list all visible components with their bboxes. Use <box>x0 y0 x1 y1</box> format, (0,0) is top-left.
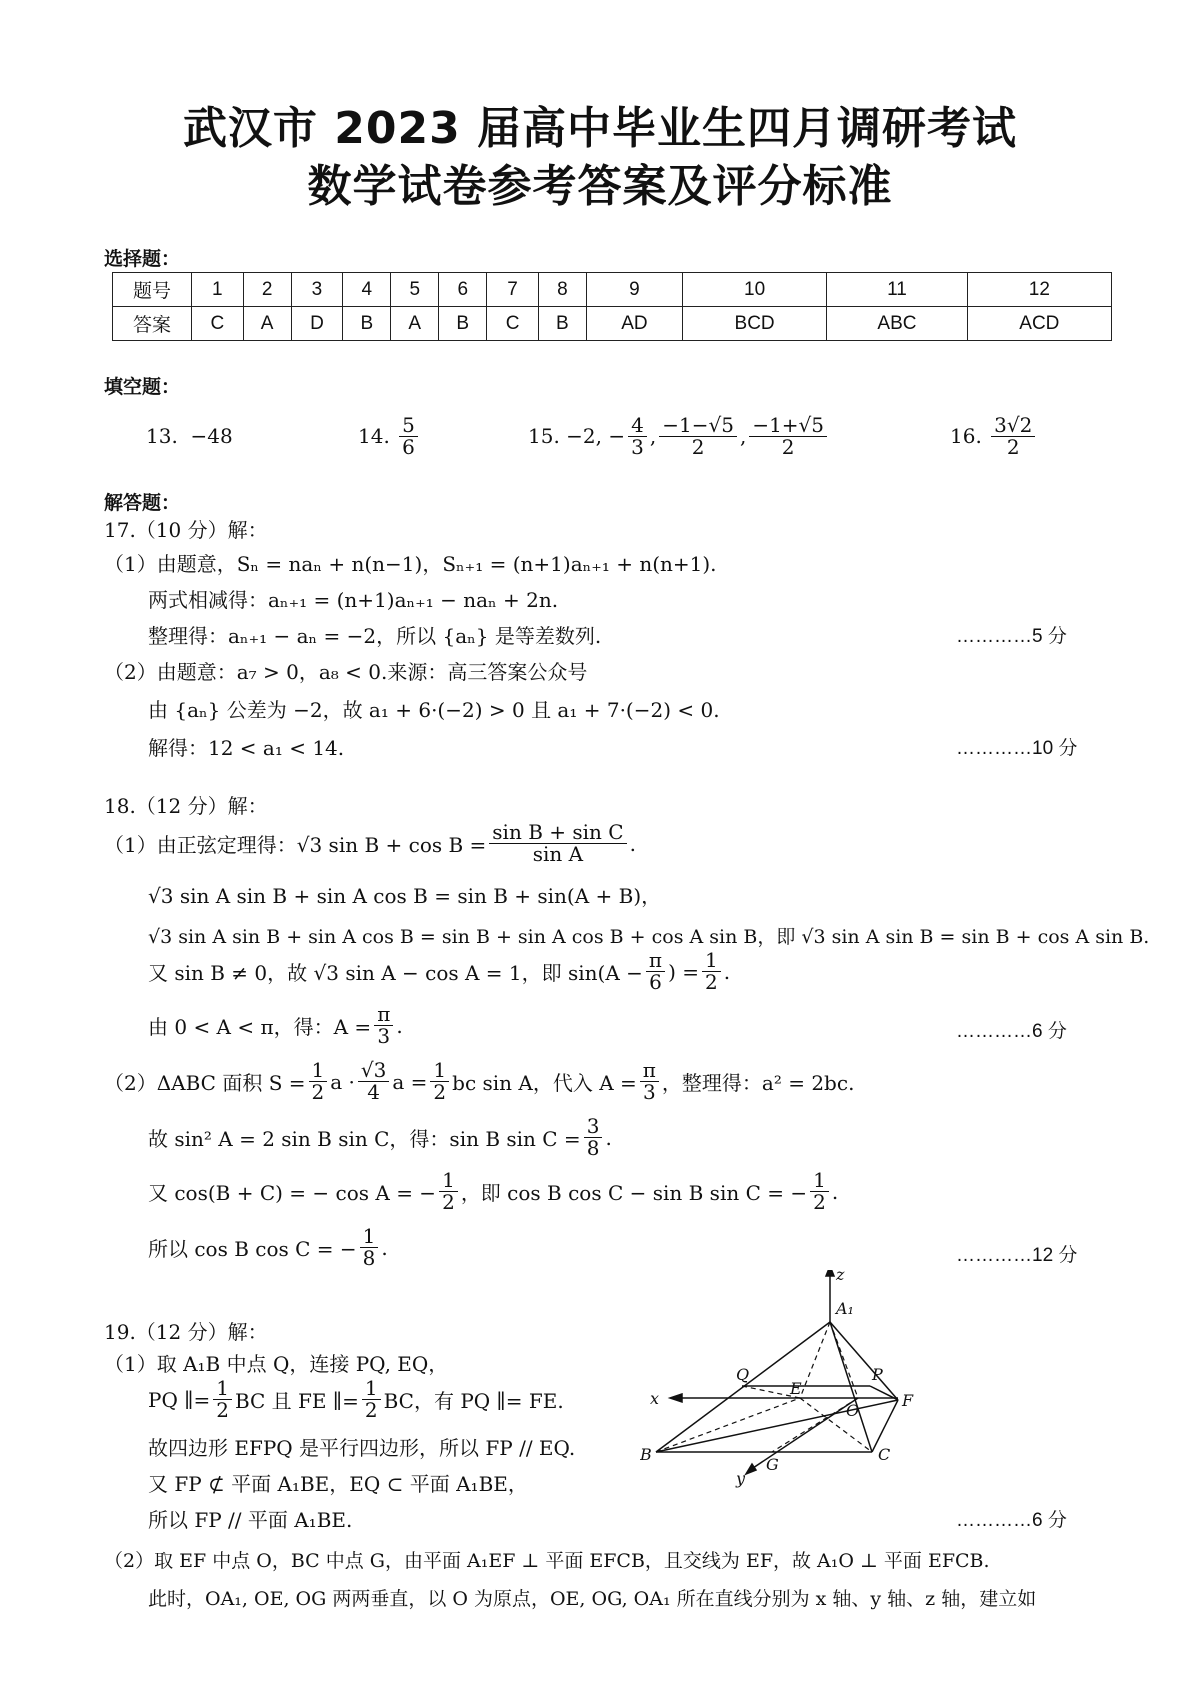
fraction <box>362 1378 381 1421</box>
numerator: 1 <box>360 1226 379 1248</box>
question-number: 16. <box>950 424 982 448</box>
fraction <box>991 412 1035 459</box>
table-cell: D <box>291 307 343 341</box>
fill-answer-13 <box>146 408 233 464</box>
score-mark: …………5 分 <box>956 626 1067 647</box>
table-cell: 6 <box>439 273 487 307</box>
text: ) = <box>668 959 699 984</box>
table-cell: 2 <box>243 273 291 307</box>
q18-line: 所以 cos B cos C = − $\frac{1}{8}$ . <box>148 1224 388 1270</box>
q18-line: （1）由正弦定理得：√3 sin B + cos B = $\frac{\text{sin B + sin C}}{\text{sin A}}$ . <box>104 820 636 866</box>
q19-line: （1）取 A₁B 中点 Q，连接 PQ, EQ， <box>104 1352 449 1376</box>
denominator: 6 <box>649 970 662 994</box>
solve-section-label: 解答题： <box>104 492 181 514</box>
q17-line: 整理得：aₙ₊₁ − aₙ = −2，所以 {aₙ} 是等差数列. <box>148 624 602 648</box>
text: ，整理得：a² = 2bc. <box>661 1071 855 1095</box>
question-number: 15. <box>528 424 560 448</box>
numerator: 5 <box>399 415 418 437</box>
fill-section-label: 填空题： <box>104 376 181 398</box>
table-cell: 5 <box>391 273 439 307</box>
q19-line <box>148 1378 564 1421</box>
label-F: F <box>902 1391 914 1410</box>
q19-line: 故四边形 EFPQ 是平行四边形，所以 FP // EQ. <box>148 1436 576 1460</box>
fraction <box>360 1226 379 1269</box>
q17-heading: 17.（10 分）解： <box>104 518 268 542</box>
text: （1）由正弦定理得：√3 sin B + cos B = <box>104 833 487 857</box>
q18-line: 又 cos(B + C) = − cos A = − $\frac{1}{2}$ ，即 cos B cos C − sin B sin C = − $\frac{1}{2}$ . <box>148 1168 839 1214</box>
label-C: C <box>878 1445 891 1464</box>
label-x: x <box>650 1389 660 1408</box>
numerator: 1 <box>309 1060 328 1082</box>
fraction <box>702 950 721 993</box>
denominator: 2 <box>216 1398 229 1422</box>
q19-line: 此时，OA₁, OE, OG 两两垂直，以 O 为原点，OE, OG, OA₁ 所在直线分别为 x 轴、y 轴、z 轴，建立如 <box>148 1588 1037 1610</box>
text: 所以 cos B cos C = − <box>148 1237 357 1261</box>
denominator: 3 <box>377 1024 391 1048</box>
table-cell: B <box>538 307 586 341</box>
label-O: O <box>846 1401 860 1420</box>
fraction <box>374 1004 393 1047</box>
text: BC，有 PQ ∥= FE. <box>383 1389 564 1413</box>
fraction <box>640 1060 659 1103</box>
denominator: 2 <box>1006 434 1020 459</box>
text: PQ ∥= <box>148 1387 211 1412</box>
label-P: P <box>872 1365 883 1384</box>
numerator: π <box>646 950 665 972</box>
fraction <box>628 412 647 459</box>
q19-line: 又 FP ⊄ 平面 A₁BE，EQ ⊂ 平面 A₁BE， <box>148 1472 528 1496</box>
fraction <box>309 1060 328 1103</box>
page-title: 武汉市 2023 届高中毕业生四月调研考试 <box>182 103 1018 154</box>
table-header-cell: 题号 <box>113 273 192 307</box>
q18-line: 又 sin B ≠ 0，故 √3 sin A − cos A = 1，即 sin(A − $\frac{\pi}{6}$ ) = $\frac{1}{2}$ . <box>148 948 731 994</box>
text: BC 且 FE ∥= <box>234 1389 359 1413</box>
fraction <box>659 412 737 459</box>
fraction <box>810 1170 829 1213</box>
fraction <box>749 412 827 459</box>
q18-heading: 18.（12 分）解： <box>104 794 268 818</box>
geometry-figure <box>640 1270 920 1490</box>
fill-answer-14 <box>358 408 421 464</box>
text: bc sin A，代入 A = <box>452 1071 637 1095</box>
fraction <box>646 950 665 993</box>
fraction <box>430 1060 449 1103</box>
table-cell: 9 <box>586 273 682 307</box>
label-y: y <box>736 1469 746 1488</box>
table-cell: C <box>192 307 244 341</box>
numerator: sin B + sin C <box>489 822 626 844</box>
denominator: 3 <box>642 1080 656 1104</box>
denominator: 4 <box>367 1080 380 1104</box>
table-cell: B <box>343 307 391 341</box>
fraction <box>399 412 418 459</box>
page-subtitle: 数学试卷参考答案及评分标准 <box>307 161 893 212</box>
text: 又 cos(B + C) = − cos A = − <box>148 1181 437 1205</box>
label-z: z <box>836 1270 845 1284</box>
numerator: √3 <box>358 1060 389 1082</box>
edge-EC <box>800 1398 872 1452</box>
numerator: 3 <box>584 1116 603 1138</box>
text: 故 sin² A = 2 sin B sin C，得：sin B sin C = <box>148 1127 581 1151</box>
table-cell: BCD <box>682 307 826 341</box>
table-cell: ACD <box>967 307 1111 341</box>
denominator: 2 <box>705 970 718 994</box>
denominator: 8 <box>362 1246 376 1270</box>
q18-line <box>104 1060 854 1103</box>
numerator: 1 <box>430 1060 449 1082</box>
edge-A1F <box>830 1322 898 1400</box>
fraction <box>439 1170 458 1213</box>
x-arrow <box>670 1394 682 1402</box>
q18-line: 由 0 < A < π，得：A = $\frac{\pi}{3}$ . <box>148 1002 403 1048</box>
table-cell: 4 <box>343 273 391 307</box>
q17-line: （1）由题意，Sₙ = naₙ + n(n−1)，Sₙ₊₁ = (n+1)aₙ₊₁ + n(n+1). <box>104 552 717 576</box>
y-arrow <box>746 1464 756 1474</box>
q18-line: √3 sin A sin B + sin A cos B = sin B + sin(A + B)， <box>148 884 662 908</box>
score-mark: …………12 分 <box>956 1245 1078 1266</box>
answer-prefix: −2, − <box>566 424 626 448</box>
q19-heading: 19.（12 分）解： <box>104 1320 268 1344</box>
label-B: B <box>640 1445 652 1464</box>
fill-answer-16 <box>950 408 1038 464</box>
table-cell: B <box>439 307 487 341</box>
q17-line: 两式相减得：aₙ₊₁ = (n+1)aₙ₊₁ − naₙ + 2n. <box>148 588 559 612</box>
numerator: 3√2 <box>991 415 1035 437</box>
table-cell: 8 <box>538 273 586 307</box>
q17-line: 解得：12 < a₁ < 14. <box>148 736 345 760</box>
edge-BF <box>656 1400 898 1452</box>
table-cell: A <box>243 307 291 341</box>
numerator: π <box>374 1004 393 1026</box>
label-G: G <box>766 1455 779 1474</box>
label-Q: Q <box>736 1365 750 1384</box>
q18-line: √3 sin A sin B + sin A cos B = sin B + sin A cos B + cos A sin B，即 √3 sin A sin B = sin B + cos A sin B. <box>148 926 1150 948</box>
numerator: −1+√5 <box>749 415 827 437</box>
denominator: 2 <box>311 1080 325 1104</box>
text: （2）ΔABC 面积 S = <box>104 1071 306 1095</box>
table-cell: A <box>391 307 439 341</box>
table-cell: C <box>487 307 539 341</box>
denominator: 3 <box>631 434 644 459</box>
denominator: 2 <box>691 434 705 459</box>
numerator: 1 <box>702 950 721 972</box>
table-cell: 12 <box>967 273 1111 307</box>
numerator: −1−√5 <box>659 415 737 437</box>
score-mark: …………10 分 <box>956 738 1078 759</box>
table-cell: 7 <box>487 273 539 307</box>
question-number: 14. <box>358 424 390 448</box>
score-mark: …………6 分 <box>956 1510 1067 1531</box>
text: a · <box>330 1069 355 1094</box>
text: ，即 cos B cos C − sin B sin C = − <box>460 1181 808 1205</box>
score-mark: …………6 分 <box>956 1021 1067 1042</box>
table-row <box>113 307 1112 341</box>
table-cell: 10 <box>682 273 826 307</box>
z-arrow <box>826 1270 834 1276</box>
table-cell: AD <box>586 307 682 341</box>
table-cell: 3 <box>291 273 343 307</box>
denominator: sin A <box>532 842 584 866</box>
table-cell: 11 <box>827 273 968 307</box>
numerator: 1 <box>362 1378 381 1400</box>
denominator: 2 <box>813 1190 826 1214</box>
numerator: π <box>640 1060 659 1082</box>
choice-answer-table <box>112 272 1112 341</box>
text: 又 sin B ≠ 0，故 √3 sin A − cos A = 1，即 sin(A − <box>148 961 643 985</box>
choice-section-label: 选择题： <box>104 248 181 270</box>
answer-value: −48 <box>190 424 233 448</box>
numerator: 1 <box>810 1170 829 1192</box>
q19-line: 所以 FP // 平面 A₁BE. <box>148 1508 353 1532</box>
table-cell: 1 <box>192 273 244 307</box>
label-A1: A₁ <box>836 1299 854 1318</box>
fraction <box>358 1060 389 1103</box>
fill-answer-15: 15. −2, − $\frac{4}{3}$ , $\frac{-1-√5}{2}$ , $\frac{-1+√5}{2}$ <box>528 408 830 464</box>
table-row <box>113 273 1112 307</box>
fraction <box>584 1116 603 1159</box>
denominator: 6 <box>402 434 415 459</box>
denominator: 2 <box>442 1190 455 1214</box>
denominator: 8 <box>586 1136 600 1160</box>
q17-line: 由 {aₙ} 公差为 −2，故 a₁ + 6·(−2) > 0 且 a₁ + 7·(−2) < 0. <box>148 698 720 722</box>
numerator: 1 <box>439 1170 458 1192</box>
text: 由 0 < A < π，得：A = <box>148 1015 372 1039</box>
q17-line: （2）由题意：a₇ > 0，a₈ < 0.来源：高三答案公众号 <box>104 660 588 684</box>
text: a = <box>392 1069 428 1094</box>
table-cell: ABC <box>827 307 968 341</box>
denominator: 2 <box>433 1080 447 1104</box>
numerator: 4 <box>628 415 647 437</box>
edge-A1C <box>830 1322 872 1452</box>
q18-line: 故 sin² A = 2 sin B sin C，得：sin B sin C = $\frac{3}{8}$ . <box>148 1114 612 1160</box>
denominator: 2 <box>781 434 795 459</box>
table-header-cell: 答案 <box>113 307 192 341</box>
numerator: 1 <box>213 1378 232 1400</box>
denominator: 2 <box>364 1398 378 1422</box>
question-number: 13. <box>146 424 178 448</box>
fraction <box>213 1378 232 1421</box>
q19-line: （2）取 EF 中点 O，BC 中点 G，由平面 A₁EF ⊥ 平面 EFCB，且交线为 EF，故 A₁O ⊥ 平面 EFCB. <box>104 1550 990 1572</box>
label-E: E <box>790 1379 802 1398</box>
fraction <box>489 822 626 865</box>
